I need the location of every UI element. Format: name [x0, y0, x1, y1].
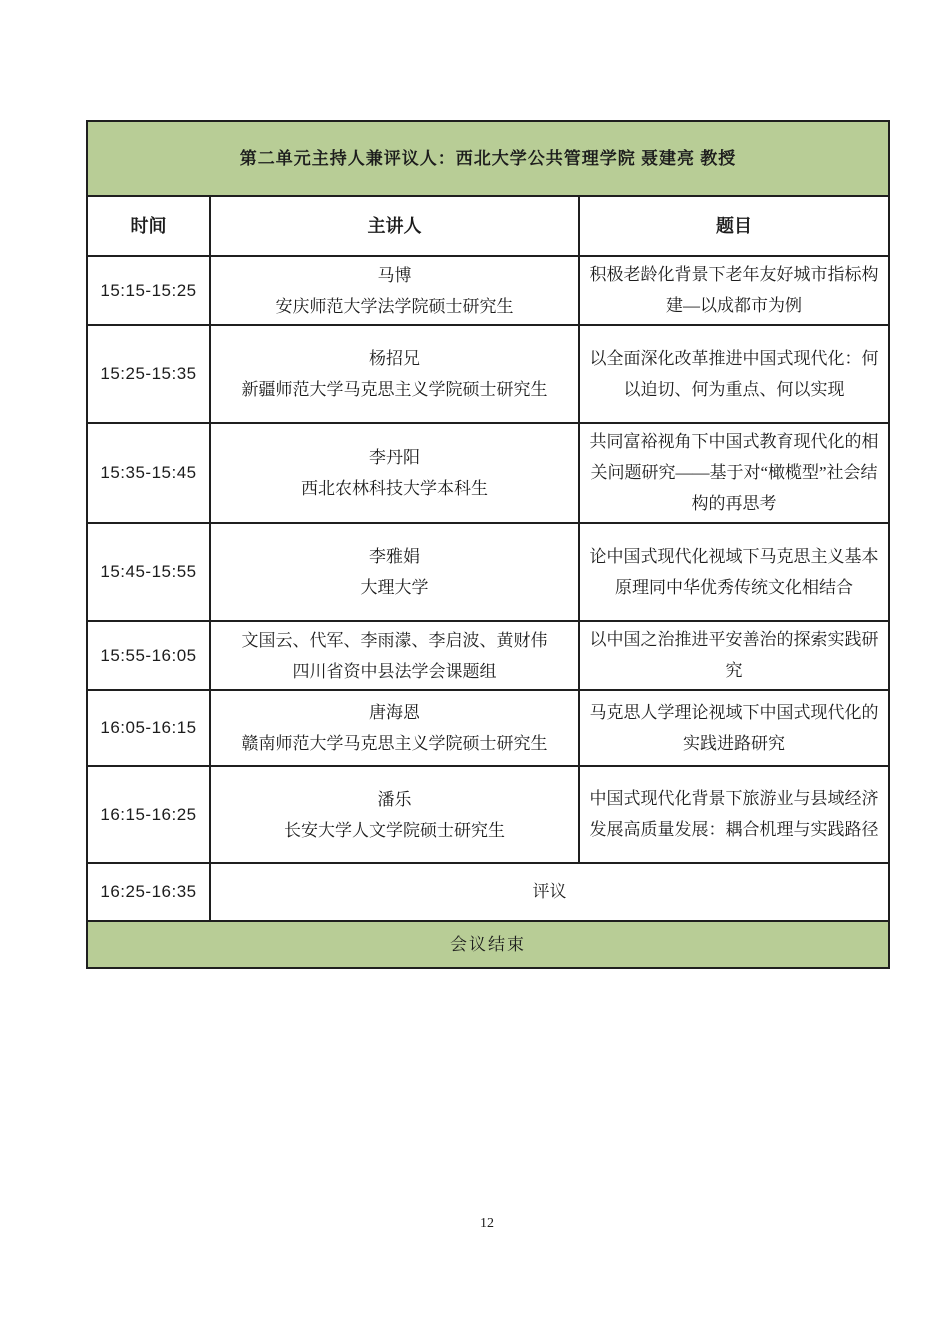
- speaker-name: 杨招兄: [369, 349, 420, 368]
- speaker-cell: [210, 690, 579, 766]
- page-number: 12: [480, 1216, 494, 1231]
- review-cell: 评议: [210, 863, 889, 921]
- agenda-table: [86, 120, 890, 969]
- table-row: [87, 766, 889, 863]
- topic-text: 共同富裕视角下中国式教育现代化的相关问题研究——基于对“橄榄型”社会结构的再思考: [589, 432, 879, 513]
- speaker-name: 马博: [377, 265, 412, 285]
- speaker-affiliation: 四川省资中县法学会课题组: [292, 661, 497, 681]
- column-header-row: [87, 196, 889, 256]
- table-row: [87, 523, 889, 621]
- speaker-cell: [210, 621, 579, 690]
- topic-cell: [579, 423, 889, 523]
- table-row: [87, 256, 889, 325]
- topic-cell: [579, 523, 889, 621]
- time-cell: 15:15-15:25: [87, 256, 210, 325]
- speaker-cell: [210, 766, 579, 863]
- speaker-affiliation: 赣南师范大学马克思主义学院硕士研究生: [241, 734, 548, 753]
- speaker-cell: [210, 423, 579, 523]
- topic-cell: [579, 766, 889, 863]
- time-cell: 15:35-15:45: [87, 423, 210, 523]
- speaker-name: 李雅娟: [369, 547, 420, 566]
- table-row: [87, 325, 889, 423]
- topic-cell: [579, 325, 889, 423]
- speaker-cell: [210, 523, 579, 621]
- speaker-affiliation: 长安大学人文学院硕士研究生: [284, 820, 505, 840]
- speaker-affiliation: 大理大学: [360, 578, 429, 597]
- speaker-name: 潘乐: [377, 789, 412, 809]
- speaker-name: 李丹阳: [369, 448, 420, 467]
- topic-text: 以中国之治推进平安善治的探索实践研究: [589, 630, 879, 680]
- topic-text: 中国式现代化背景下旅游业与县域经济发展高质量发展：耦合机理与实践路径: [589, 789, 879, 839]
- topic-cell: [579, 621, 889, 690]
- time-cell: 15:25-15:35: [87, 325, 210, 423]
- table-row: [87, 423, 889, 523]
- meeting-end-row: [87, 921, 889, 968]
- session-header-row: [87, 121, 889, 196]
- time-cell: 16:25-16:35: [87, 863, 210, 921]
- topic-text: 积极老龄化背景下老年友好城市指标构建—以成都市为例: [589, 265, 879, 315]
- speaker-cell: [210, 256, 579, 325]
- table-row: [87, 621, 889, 690]
- session-header: 第二单元主持人兼评议人：西北大学公共管理学院 聂建亮 教授: [87, 121, 889, 196]
- speaker-affiliation: 安庆师范大学法学院硕士研究生: [275, 296, 514, 316]
- table-row: [87, 690, 889, 766]
- speaker-affiliation: 西北农林科技大学本科生: [301, 479, 488, 498]
- topic-text: 以全面深化改革推进中国式现代化：何以迫切、何为重点、何以实现: [589, 348, 879, 399]
- speaker-name: 唐海恩: [369, 703, 420, 722]
- time-cell: 16:05-16:15: [87, 690, 210, 766]
- topic-text: 马克思人学理论视域下中国式现代化的实践进路研究: [589, 702, 879, 753]
- column-header-topic: 题目: [579, 196, 889, 256]
- time-cell: 15:55-16:05: [87, 621, 210, 690]
- time-cell: 15:45-15:55: [87, 523, 210, 621]
- column-header-speaker: 主讲人: [210, 196, 579, 256]
- speaker-cell: [210, 325, 579, 423]
- review-row: [87, 863, 889, 921]
- topic-cell: [579, 690, 889, 766]
- time-cell: 16:15-16:25: [87, 766, 210, 863]
- topic-cell: [579, 256, 889, 325]
- column-header-time: 时间: [87, 196, 210, 256]
- topic-text: 论中国式现代化视域下马克思主义基本原理同中华优秀传统文化相结合: [589, 546, 879, 597]
- speaker-affiliation: 新疆师范大学马克思主义学院硕士研究生: [241, 380, 548, 399]
- speaker-name: 文国云、代军、李雨濛、李启波、黄财伟: [241, 630, 548, 650]
- meeting-end-cell: 会议结束: [87, 921, 889, 968]
